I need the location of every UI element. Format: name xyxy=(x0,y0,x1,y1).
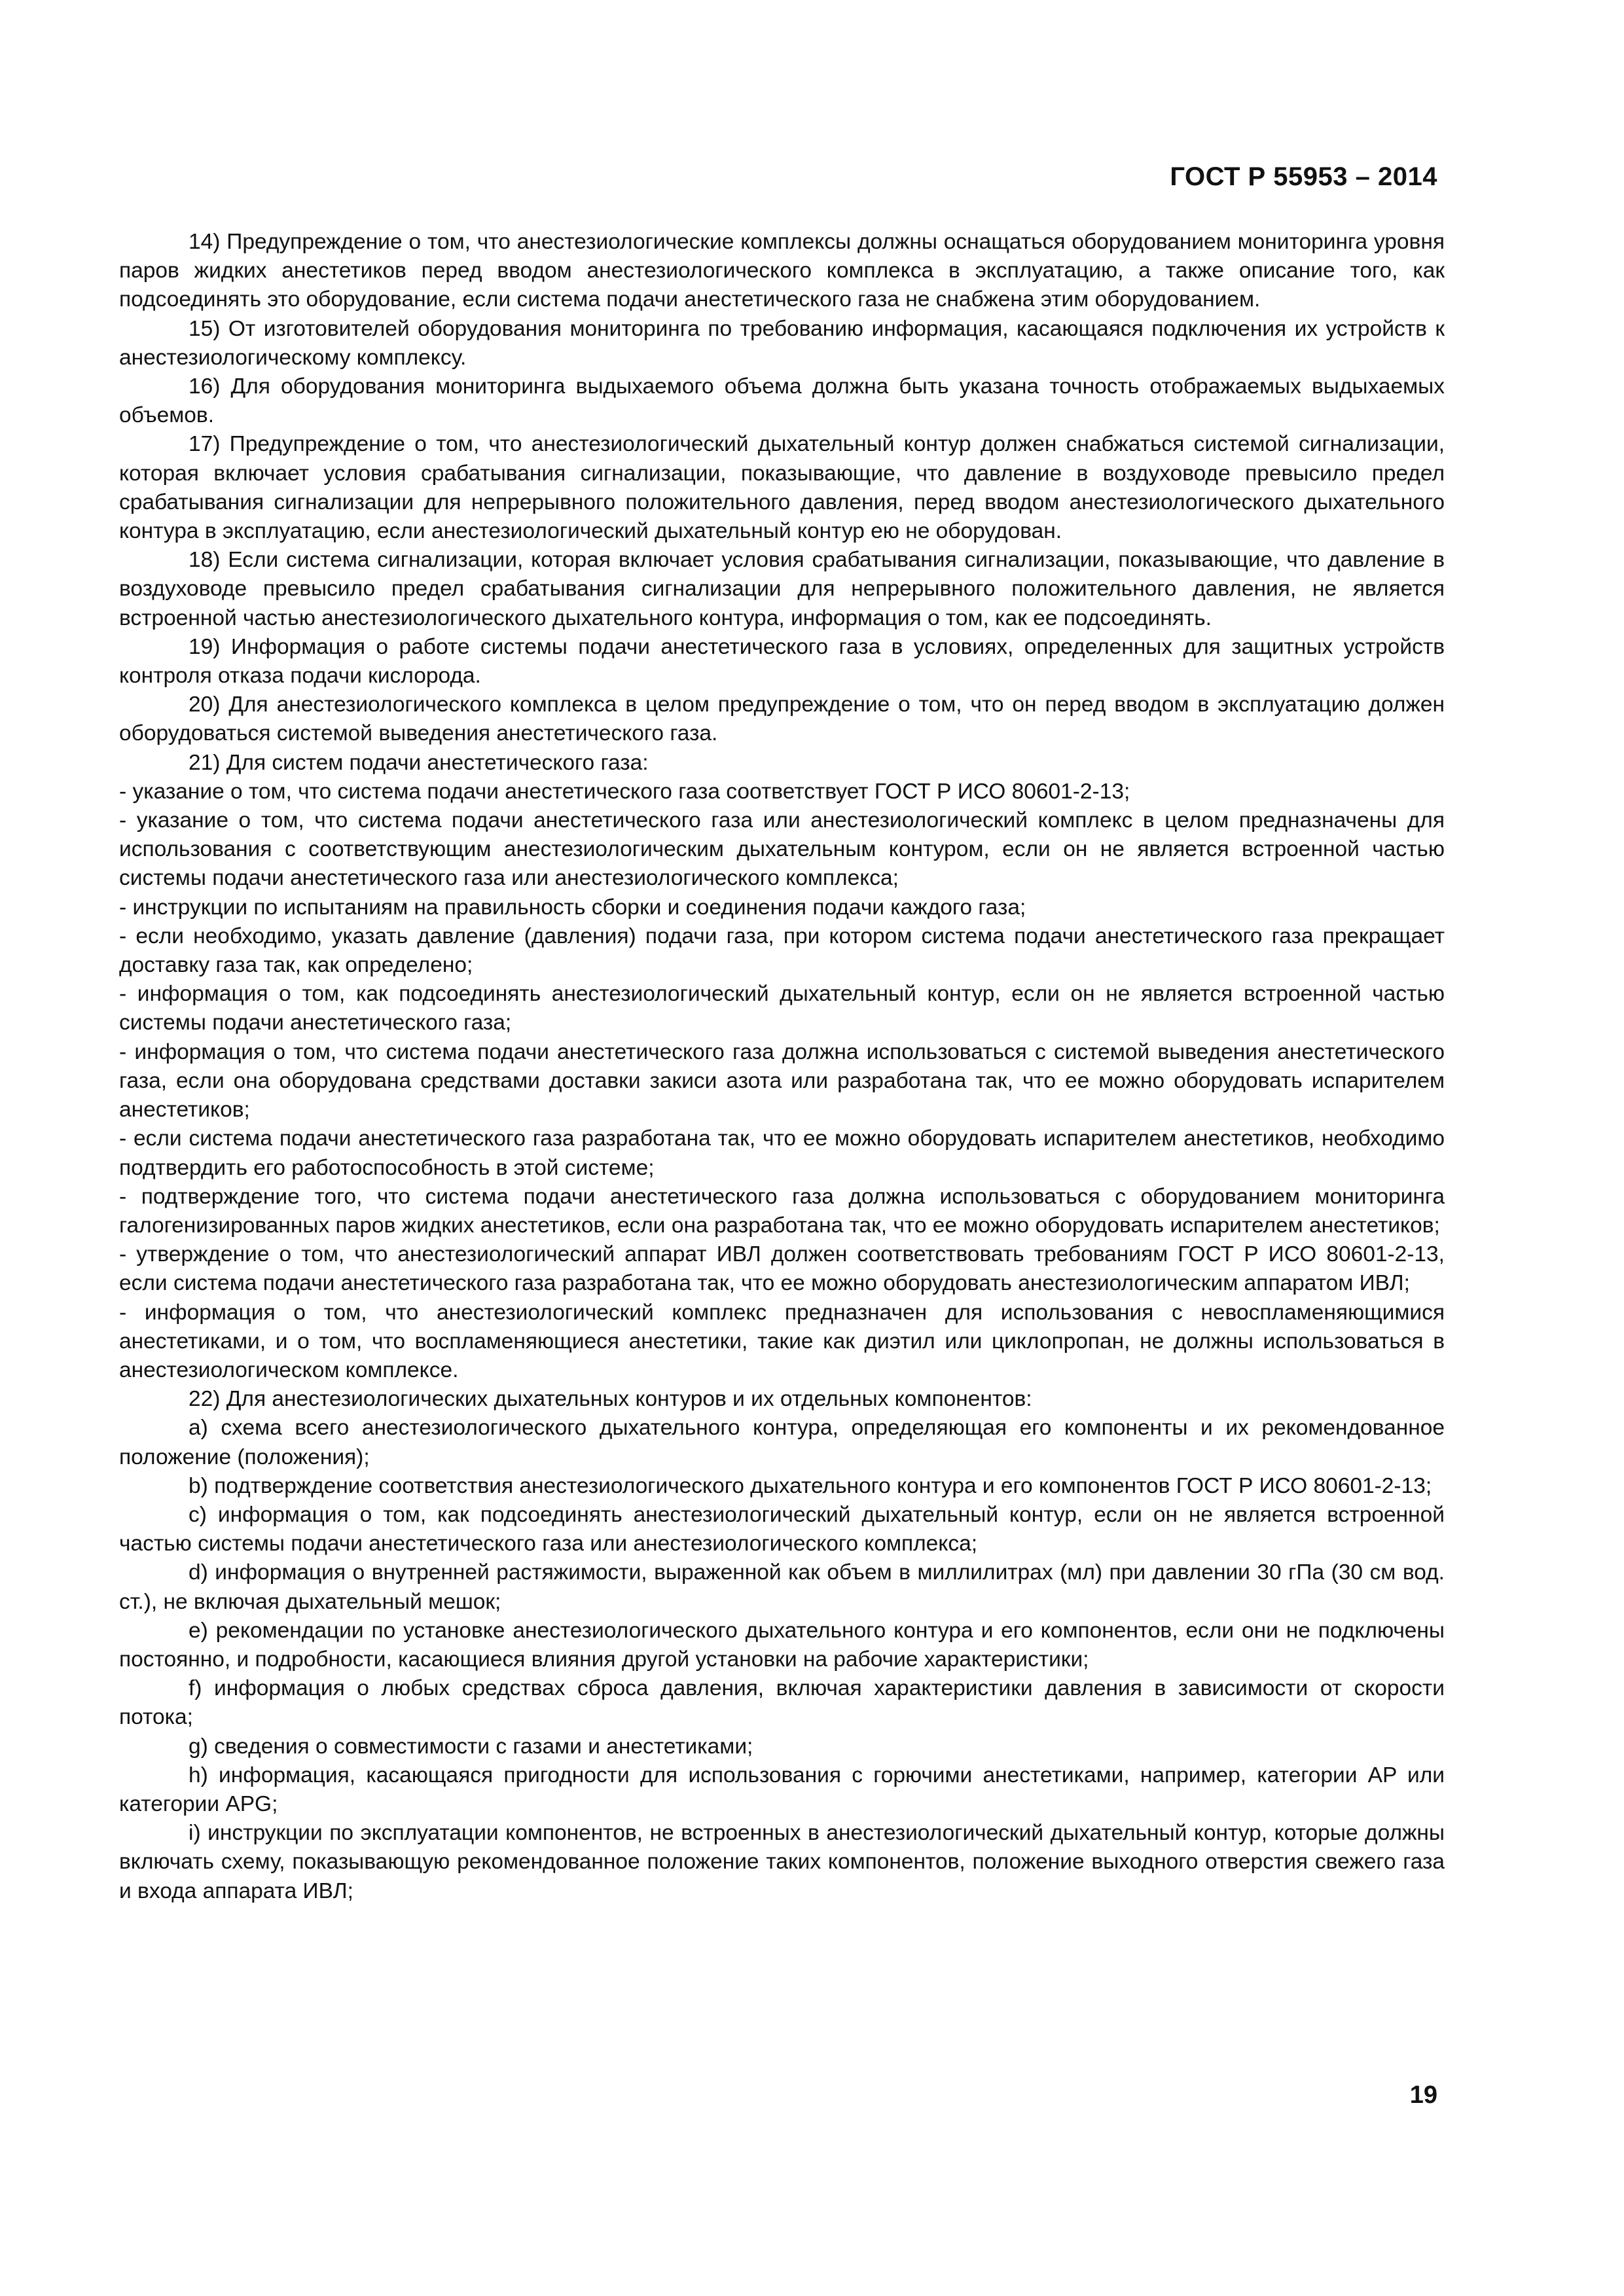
list-item-g: g) сведения о совместимости с газами и анестетиками; xyxy=(189,1734,753,1759)
paragraph-17: 17) Предупреждение о том, что анестезиологический дыхательный контур должен снабжаться системой сигнализации, которая включает условия срабатывания сигнализации, показывающие, что давление в воздуховоде превысило предел срабатывания сигнализации для непрерывного положительного давления, перед вводом анестезиологического дыхательного контура в эксплуатацию, если анестезиологический дыхательный контур ею не оборудован. xyxy=(119,432,1445,544)
paragraph-16: 16) Для оборудования мониторинга выдыхаемого объема должна быть указана точность отображаемых выдыхаемых объемов. xyxy=(119,374,1445,428)
list-item-f: f) информация о любых средствах сброса давления, включая характеристики давления в зависимости от скорости потока; xyxy=(119,1676,1445,1730)
paragraph-20: 20) Для анестезиологического комплекса в целом предупреждение о том, что он перед вводом в эксплуатацию должен оборудоваться системой выведения анестетического газа. xyxy=(119,692,1445,746)
list-item-a: a) схема всего анестезиологического дыхательного контура, определяющая его компоненты и их рекомендованное положение (положения); xyxy=(119,1416,1445,1469)
dash-item: - инструкции по испытаниям на правильность сборки и соединения подачи каждого газа; xyxy=(119,895,1026,920)
list-item-e: e) рекомендации по установке анестезиологического дыхательного контура и его компонентов, если они не подключены постоянно, и подробности, касающиеся влияния другой установки на рабочие характеристики; xyxy=(119,1618,1445,1672)
dash-item: - информация о том, как подсоединять анестезиологический дыхательный контур, если он не является встроенной частью системы подачи анестетического газа; xyxy=(119,982,1445,1035)
dash-item: - информация о том, что система подачи анестетического газа должна использоваться с системой выведения анестетического газа, если она оборудована средствами доставки закиси азота или разработана так, что ее можно оборудовать испарителем анестетиков; xyxy=(119,1039,1445,1122)
dash-item: - утверждение о том, что анестезиологический аппарат ИВЛ должен соответствовать требованиям ГОСТ Р ИСО 80601-2-13, если система подачи анестетического газа разработана так, что ее можно оборудовать анестезиологическим аппаратом ИВЛ; xyxy=(119,1242,1445,1296)
dash-item: - указание о том, что система подачи анестетического газа или анестезиологический комплекс в целом предназначены для использования с соответствующим анестезиологическим дыхательным контуром, если он не является встроенной частью системы подачи анестетического газа или анестезиологического комплекса; xyxy=(119,808,1445,891)
dash-item: - если система подачи анестетического газа разработана так, что ее можно оборудовать испарителем анестетиков, необходимо подтвердить его работоспособность в этой системе; xyxy=(119,1126,1445,1180)
dash-item: - подтверждение того, что система подачи анестетического газа должна использоваться с оборудованием мониторинга галогенизированных паров жидких анестетиков, если она разработана так, что ее можно оборудовать испарителем анестетиков; xyxy=(119,1184,1445,1238)
list-item-i: i) инструкции по эксплуатации компонентов, не встроенных в анестезиологический дыхательный контур, которые должны включать схему, показывающую рекомендованное положение таких компонентов, положение выходного отверстия свежего газа и входа аппарата ИВЛ; xyxy=(119,1821,1445,1903)
standard-designation: ГОСТ Р 55953 – 2014 xyxy=(1170,162,1437,191)
list-item-h: h) информация, касающаяся пригодности для использования с горючими анестетиками, например, категории AP или категории APG; xyxy=(119,1763,1445,1816)
paragraph-18: 18) Если система сигнализации, которая включает условия срабатывания сигнализации, показывающие, что давление в воздуховоде превысило предел срабатывания сигнализации для непрерывного положительного давления, не является встроенной частью анестезиологического дыхательного контура, информация о том, как ее подсоединять. xyxy=(119,548,1445,630)
paragraph-15: 15) От изготовителей оборудования мониторинга по требованию информация, касающаяся подключения их устройств к анестезиологическому комплексу. xyxy=(119,316,1445,370)
dash-item: - указание о том, что система подачи анестетического газа соответствует ГОСТ Р ИСО 80601-2-13; xyxy=(119,779,1130,804)
paragraph-19: 19) Информация о работе системы подачи анестетического газа в условиях, определенных для защитных устройств контроля отказа подачи кислорода. xyxy=(119,634,1445,689)
list-item-c: c) информация о том, как подсоединять анестезиологический дыхательный контур, если он не является встроенной частью системы подачи анестетического газа или анестезиологического комплекса; xyxy=(119,1502,1445,1556)
dash-item: - если необходимо, указать давление (давления) подачи газа, при котором система подачи анестетического газа прекращает доставку газа так, как определено; xyxy=(119,924,1445,978)
dash-item: - информация о том, что анестезиологический комплекс предназначен для использования с невоспламеняющимися анестетиками, и о том, что воспламеняющиеся анестетики, такие как диэтил или циклопропан, не должны использоваться в анестезиологическом комплексе. xyxy=(119,1300,1445,1382)
page-number: 19 xyxy=(1409,2081,1437,2109)
list-item-d: d) информация о внутренней растяжимости, выраженной как объем в миллилитрах (мл) при давлении 30 гПа (30 см вод. ст.), не включая дыхательный мешок; xyxy=(119,1560,1445,1614)
paragraph-14: 14) Предупреждение о том, что анестезиологические комплексы должны оснащаться оборудованием мониторинга уровня паров жидких анестетиков перед вводом анестезиологического комплекса в эксплуатацию, а также описание того, как подсоединять это оборудование, если система подачи анестетического газа не снабжена этим оборудованием. xyxy=(119,230,1445,312)
paragraph-22: 22) Для анестезиологических дыхательных контуров и их отдельных компонентов: xyxy=(189,1387,1032,1412)
paragraph-21: 21) Для систем подачи анестетического газа: xyxy=(189,750,649,775)
list-item-b: b) подтверждение соответствия анестезиологического дыхательного контура и его компонентов ГОСТ Р ИСО 80601-2-13; xyxy=(189,1473,1432,1498)
document-body xyxy=(119,228,1445,1906)
